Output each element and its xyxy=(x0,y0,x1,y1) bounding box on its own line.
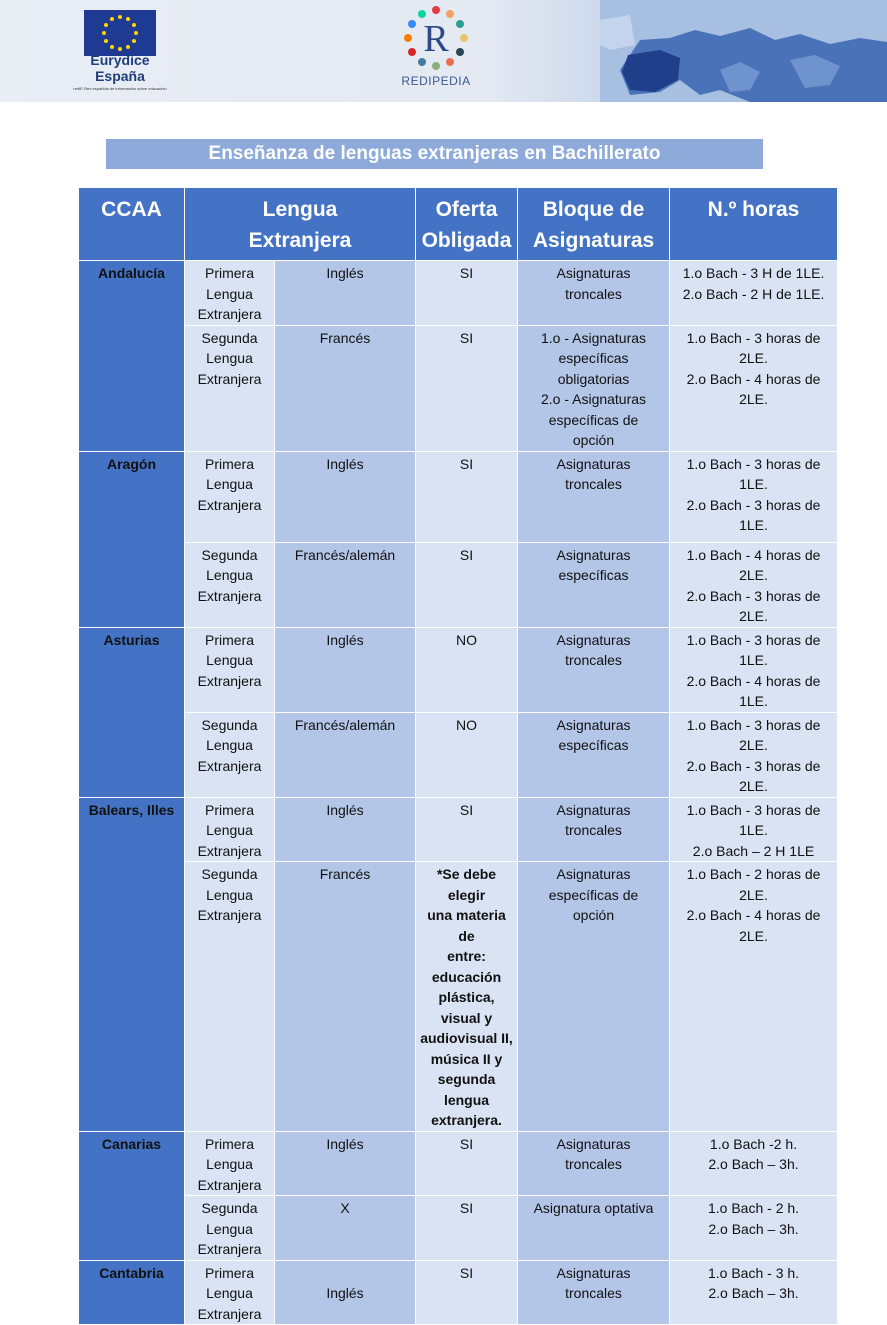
horas-cell xyxy=(670,797,838,862)
oferta-cell: NO xyxy=(416,712,518,797)
table-row xyxy=(79,1196,838,1261)
horas-cell-line: 2LE. xyxy=(739,927,768,944)
lengua-cell: Francés xyxy=(275,325,416,451)
bloque-cell-line: Asignaturas xyxy=(556,265,631,281)
bloque-cell xyxy=(518,797,670,862)
tipo-cell-line: Primera xyxy=(204,1264,254,1281)
tipo-cell xyxy=(185,451,275,542)
horas-cell-line: 1.o Bach - 3 h. xyxy=(707,1264,800,1281)
table-row xyxy=(79,542,838,627)
tipo-cell xyxy=(185,1131,275,1196)
oferta-note-cell-line: una materia de xyxy=(427,907,506,944)
table-row xyxy=(79,1260,838,1325)
lengua-cell: Inglés xyxy=(275,1131,416,1196)
horas-cell-line: 1LE. xyxy=(739,693,768,709)
tipo-cell-line: Extranjera xyxy=(197,306,262,322)
horas-cell-line: 2.o Bach - 3 horas de xyxy=(686,757,821,774)
table-row xyxy=(79,627,838,712)
tipo-cell-line: Primera xyxy=(204,1135,254,1152)
horas-cell-line: 1.o Bach -2 h. xyxy=(709,1135,798,1152)
horas-cell xyxy=(670,451,838,542)
table-row xyxy=(79,1131,838,1196)
tipo-cell-line: Extranjera xyxy=(197,672,262,689)
horas-cell-line: 1LE. xyxy=(739,517,768,533)
bloque-cell xyxy=(518,1260,670,1325)
oferta-note-cell-line: música II y xyxy=(430,1050,503,1067)
horas-cell xyxy=(670,1131,838,1196)
oferta-note-cell-line: segunda lengua xyxy=(437,1071,496,1108)
oferta-cell: SI xyxy=(416,451,518,542)
horas-cell-line: 1.o Bach - 2 h. xyxy=(707,1200,800,1216)
oferta-cell: SI xyxy=(416,1196,518,1261)
bloque-cell-line: Asignaturas xyxy=(556,631,631,648)
horas-cell-line: 1.o Bach - 3 horas de xyxy=(686,455,821,472)
table-row xyxy=(79,325,838,451)
tipo-cell xyxy=(185,1260,275,1325)
header-lengua: Lengua Extranjera xyxy=(185,188,416,261)
tipo-cell xyxy=(185,862,275,1132)
horas-cell xyxy=(670,325,838,451)
oferta-note-cell-line: *Se debe elegir xyxy=(436,866,497,903)
horas-cell-line: 1.o Bach - 2 horas de xyxy=(686,866,821,882)
lengua-cell: X xyxy=(275,1196,416,1261)
bloque-cell xyxy=(518,1131,670,1196)
eurydice-subtitle: redIE Red española de información sobre educación xyxy=(73,86,167,91)
tipo-cell-line: Segunda xyxy=(201,866,258,882)
horas-cell xyxy=(670,542,838,627)
region-name: Cantabria xyxy=(79,1260,185,1325)
lengua-cell: Inglés xyxy=(275,1260,416,1325)
horas-cell-line: 2.o Bach – 3h. xyxy=(708,1220,799,1237)
bloque-cell-line: Asignaturas xyxy=(556,716,631,733)
page-title: Enseñanza de lenguas extranjeras en Bachillerato xyxy=(106,139,763,169)
tipo-cell-line: Segunda xyxy=(201,716,258,733)
tipo-cell xyxy=(185,325,275,451)
bloque-cell xyxy=(518,451,670,542)
tipo-cell-line: Lengua xyxy=(206,567,253,583)
table-row xyxy=(79,862,838,1132)
redipedia-letter: R xyxy=(423,18,449,60)
tipo-cell-line: Extranjera xyxy=(197,1241,262,1257)
tipo-cell-line: Lengua xyxy=(206,1285,253,1301)
bloque-cell-line: 2.o - Asignaturas xyxy=(540,391,647,407)
tipo-cell-line: Segunda xyxy=(201,1200,258,1216)
oferta-cell: SI xyxy=(416,325,518,451)
bloque-cell-line: Asignaturas xyxy=(556,1264,631,1281)
horas-cell-line: 2.o Bach - 4 horas de xyxy=(686,907,821,923)
horas-cell-line: 2LE. xyxy=(739,567,768,583)
horas-cell xyxy=(670,1260,838,1325)
tipo-cell-line: Lengua xyxy=(206,652,253,668)
horas-cell-line: 1.o Bach - 3 H de 1LE. xyxy=(682,265,825,281)
tipo-cell-line: Extranjera xyxy=(197,370,262,387)
bloque-cell-line: troncales xyxy=(565,476,622,492)
tipo-cell xyxy=(185,542,275,627)
bloque-cell-line: troncales xyxy=(565,285,622,302)
header-horas: N.º horas xyxy=(670,188,838,261)
horas-cell-line: 2.o Bach - 2 H de 1LE. xyxy=(682,285,825,302)
tipo-cell-line: Lengua xyxy=(206,1156,253,1172)
bloque-cell-line: específicas xyxy=(558,567,629,583)
oferta-cell: SI xyxy=(416,261,518,326)
bloque-cell-line: opción xyxy=(572,907,615,923)
tipo-cell-line: Extranjera xyxy=(197,842,262,859)
eurydice-country: España xyxy=(95,68,145,84)
horas-cell-line: 2.o Bach - 4 horas de xyxy=(686,672,821,689)
horas-cell-line: 2.o Bach – 3h. xyxy=(708,1285,799,1301)
horas-cell-line: 2LE. xyxy=(739,608,768,624)
oferta-note-cell-line: plástica, visual y xyxy=(438,989,495,1026)
tipo-cell-line: Extranjera xyxy=(197,587,262,604)
horas-cell-line: 2LE. xyxy=(739,737,768,753)
horas-cell-line: 2LE. xyxy=(739,350,768,366)
header-bloque: Bloque de Asignaturas xyxy=(518,188,670,261)
lengua-cell: Francés/alemán xyxy=(275,712,416,797)
horas-cell-line: 2.o Bach - 3 horas de xyxy=(686,587,821,604)
horas-cell-line: 2.o Bach - 4 horas de xyxy=(686,370,821,387)
tipo-cell xyxy=(185,797,275,862)
horas-cell-line: 1.o Bach - 4 horas de xyxy=(686,546,821,563)
horas-cell-line: 1.o Bach - 3 horas de xyxy=(686,801,821,818)
tipo-cell-line: Extranjera xyxy=(197,907,262,923)
oferta-note-cell xyxy=(416,862,518,1132)
bloque-cell xyxy=(518,261,670,326)
oferta-cell: SI xyxy=(416,542,518,627)
tipo-cell-line: Primera xyxy=(204,265,254,281)
tipo-cell-line: Lengua xyxy=(206,350,253,366)
horas-cell-line: 1LE. xyxy=(739,476,768,492)
bloque-cell xyxy=(518,542,670,627)
bloque-cell-line: troncales xyxy=(565,1285,622,1301)
eurydice-logo-text xyxy=(70,52,170,84)
bloque-cell-line: específicas xyxy=(558,737,629,753)
lengua-cell: Inglés xyxy=(275,797,416,862)
tipo-cell-line: Extranjera xyxy=(197,1305,262,1322)
region-name: Asturias xyxy=(79,627,185,797)
region-name: Balears, Illes xyxy=(79,797,185,1131)
bloque-cell-line: Asignaturas xyxy=(556,455,631,472)
table-row xyxy=(79,797,838,862)
tipo-cell-line: Primera xyxy=(204,455,254,472)
bloque-cell xyxy=(518,862,670,1132)
oferta-cell: SI xyxy=(416,797,518,862)
tipo-cell-line: Segunda xyxy=(201,329,258,346)
horas-cell-line: 2LE. xyxy=(739,391,768,407)
table-row xyxy=(79,712,838,797)
horas-cell xyxy=(670,712,838,797)
lengua-cell: Francés xyxy=(275,862,416,1132)
horas-cell-line: 2LE. xyxy=(739,778,768,794)
oferta-cell: NO xyxy=(416,627,518,712)
eurydice-name: Eurydice xyxy=(90,52,150,68)
bloque-cell xyxy=(518,1196,670,1261)
table-body xyxy=(79,261,838,1325)
bloque-cell-line: Asignatura optativa xyxy=(533,1200,654,1216)
region-name: Canarias xyxy=(79,1131,185,1260)
bloque-cell-line: troncales xyxy=(565,822,622,838)
tipo-cell-line: Extranjera xyxy=(197,757,262,774)
region-name: Aragón xyxy=(79,451,185,627)
horas-cell xyxy=(670,261,838,326)
bloque-cell-line: troncales xyxy=(565,1156,622,1172)
horas-cell-line: 1.o Bach - 3 horas de xyxy=(686,716,821,733)
header-banner xyxy=(0,0,887,102)
bloque-cell xyxy=(518,325,670,451)
redipedia-logo xyxy=(398,4,474,76)
horas-cell-line: 2.o Bach - 3 horas de xyxy=(686,496,821,513)
table-row xyxy=(79,261,838,326)
tipo-cell-line: Lengua xyxy=(206,476,253,492)
bloque-cell xyxy=(518,627,670,712)
horas-cell-line: 1LE. xyxy=(739,652,768,668)
bloque-cell-line: opción xyxy=(572,432,615,448)
tipo-cell-line: Extranjera xyxy=(197,1176,262,1193)
bloque-cell-line: específicas xyxy=(558,350,629,366)
tipo-cell-line: Primera xyxy=(204,801,254,818)
bloque-cell-line: Asignaturas xyxy=(556,546,631,563)
horas-cell-line: 2.o Bach – 3h. xyxy=(708,1156,799,1172)
horas-cell-line: 2LE. xyxy=(739,886,768,903)
oferta-note-cell-line: extranjera. xyxy=(431,1112,502,1128)
table-row xyxy=(79,451,838,542)
lengua-cell: Inglés xyxy=(275,627,416,712)
tipo-cell-line: Lengua xyxy=(206,737,253,753)
table-header-row xyxy=(79,188,838,261)
tipo-cell xyxy=(185,1196,275,1261)
tipo-cell-line: Lengua xyxy=(206,886,253,903)
bloque-cell-line: específicas de xyxy=(548,411,639,428)
oferta-note-cell-line: entre: educación xyxy=(431,948,502,985)
tipo-cell xyxy=(185,627,275,712)
eu-flag-logo xyxy=(84,10,156,56)
oferta-cell: SI xyxy=(416,1260,518,1325)
tipo-cell-line: Lengua xyxy=(206,1220,253,1237)
bloque-cell-line: obligatorias xyxy=(557,370,630,387)
bloque-cell-line: Asignaturas xyxy=(556,801,631,818)
redipedia-name: REDIPEDIA xyxy=(401,74,471,88)
tipo-cell xyxy=(185,712,275,797)
europe-map-image xyxy=(600,0,887,102)
horas-cell xyxy=(670,1196,838,1261)
horas-cell-line: 1.o Bach - 3 horas de xyxy=(686,329,821,346)
bloque-cell xyxy=(518,712,670,797)
tipo-cell-line: Segunda xyxy=(201,546,258,563)
languages-table xyxy=(78,187,838,1325)
tipo-cell-line: Lengua xyxy=(206,822,253,838)
horas-cell xyxy=(670,627,838,712)
oferta-cell: SI xyxy=(416,1131,518,1196)
header-ccaa: CCAA xyxy=(79,188,185,261)
oferta-note-cell-line: audiovisual II, xyxy=(420,1030,513,1046)
bloque-cell-line: específicas de xyxy=(548,886,639,903)
horas-cell-line: 1LE. xyxy=(739,822,768,838)
bloque-cell-line: Asignaturas xyxy=(556,1135,631,1152)
horas-cell xyxy=(670,862,838,1132)
tipo-cell-line: Primera xyxy=(204,631,254,648)
horas-cell-line: 1.o Bach - 3 horas de xyxy=(686,631,821,648)
lengua-cell: Inglés xyxy=(275,261,416,326)
bloque-cell-line: 1.o - Asignaturas xyxy=(540,329,647,346)
bloque-cell-line: troncales xyxy=(565,652,622,668)
lengua-cell: Inglés xyxy=(275,451,416,542)
region-name: Andalucía xyxy=(79,261,185,452)
lengua-cell: Francés/alemán xyxy=(275,542,416,627)
bloque-cell-line: Asignaturas xyxy=(556,866,631,882)
tipo-cell-line: Lengua xyxy=(206,285,253,302)
tipo-cell-line: Extranjera xyxy=(197,496,262,513)
horas-cell-line: 2.o Bach – 2 H 1LE xyxy=(692,842,815,859)
tipo-cell xyxy=(185,261,275,326)
header-oferta: Oferta Obligada xyxy=(416,188,518,261)
